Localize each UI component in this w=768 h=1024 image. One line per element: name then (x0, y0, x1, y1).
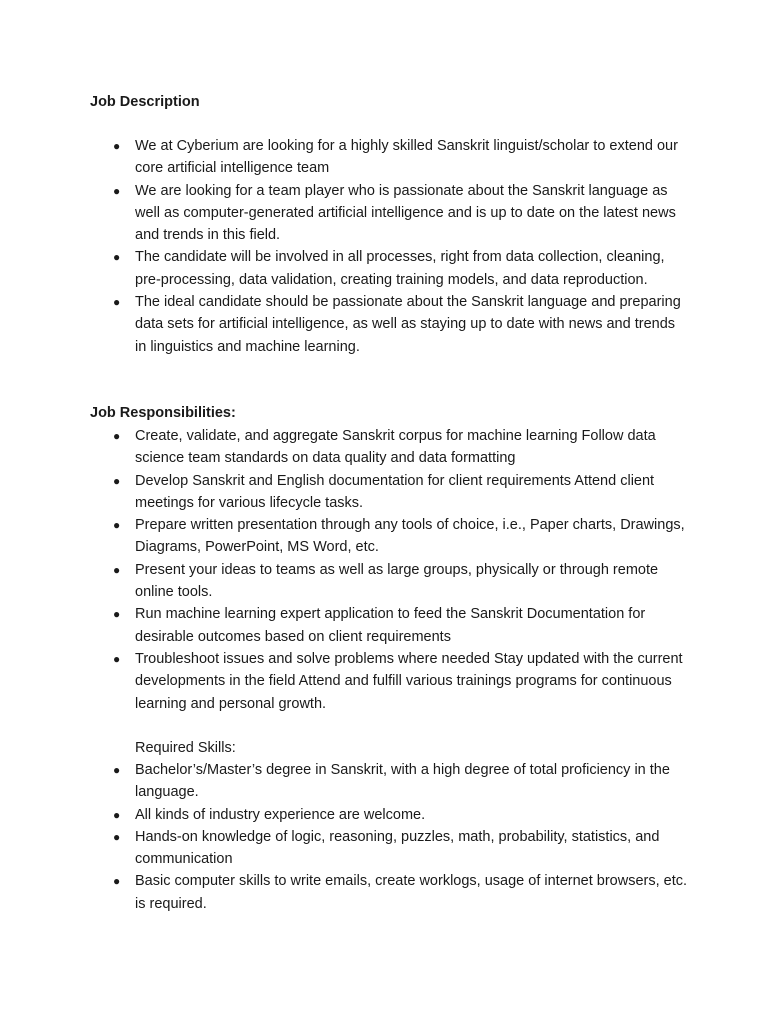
bullet-icon: ● (113, 139, 121, 153)
list-item: ● Hands-on knowledge of logic, reasoning, puzzles, math, probability, statistics, and communication (0, 826, 768, 871)
bullet-icon: ● (113, 607, 121, 622)
list-item: ● Create, validate, and aggregate Sanskrit corpus for machine learning Follow data science team standards on data quality and data formatting (0, 425, 768, 470)
bullet-icon: ● (113, 807, 121, 822)
bullet-icon: ● (113, 829, 121, 844)
list-item: ● We are looking for a team player who is passionate about the Sanskrit language as well as computer-generated artificial intelligence and is up to date on the latest news and trends in this field. (0, 180, 768, 247)
job-description-heading: Job Description (90, 94, 200, 110)
bullet-icon: ● (113, 250, 121, 265)
list-item: ● Prepare written presentation through any tools of choice, i.e., Paper charts, Drawings, Diagrams, PowerPoint, MS Word, etc. (0, 514, 768, 559)
list-item: ● Bachelor’s/Master’s degree in Sanskrit, with a high degree of total proficiency in the language. (0, 759, 768, 804)
required-skills-heading: Required Skills: (135, 740, 236, 756)
list-item: ● The ideal candidate should be passionate about the Sanskrit language and preparing data sets for artificial intelligence, as well as staying up to date with news and trends in linguistics and machine learning. (0, 291, 768, 358)
job-responsibilities-heading: Job Responsibilities: (90, 405, 236, 421)
bullet-icon: ● (113, 518, 121, 533)
list-item: ● The candidate will be involved in all processes, right from data collection, cleaning, pre-processing, data validation, creating training models, and data reproduction. (0, 246, 768, 291)
required-skills-list (0, 759, 768, 915)
bullet-icon: ● (113, 763, 121, 777)
list-item: ● All kinds of industry experience are welcome. (0, 804, 768, 826)
list-item: ● Run machine learning expert application to feed the Sanskrit Documentation for desirable outcomes based on client requirements (0, 603, 768, 648)
bullet-icon: ● (113, 429, 121, 443)
job-responsibilities-list (0, 425, 768, 715)
bullet-icon: ● (113, 473, 121, 488)
list-item: ● Develop Sanskrit and English documentation for client requirements Attend client meetings for various lifecycle tasks. (0, 470, 768, 515)
job-description-list (0, 135, 768, 358)
bullet-icon: ● (113, 562, 121, 577)
list-item: ● Basic computer skills to write emails, create worklogs, usage of internet browsers, etc. is required. (0, 870, 768, 915)
bullet-icon: ● (113, 183, 121, 198)
bullet-icon: ● (113, 295, 121, 310)
list-item: ● Troubleshoot issues and solve problems where needed Stay updated with the current developments in the field Attend and fulfill various trainings programs for continuous learning and personal growth. (0, 648, 768, 715)
bullet-icon: ● (113, 651, 121, 666)
list-item: ● We at Cyberium are looking for a highly skilled Sanskrit linguist/scholar to extend our core artificial intelligence team (0, 135, 768, 180)
list-item: ● Present your ideas to teams as well as large groups, physically or through remote online tools. (0, 559, 768, 604)
bullet-icon: ● (113, 874, 121, 889)
